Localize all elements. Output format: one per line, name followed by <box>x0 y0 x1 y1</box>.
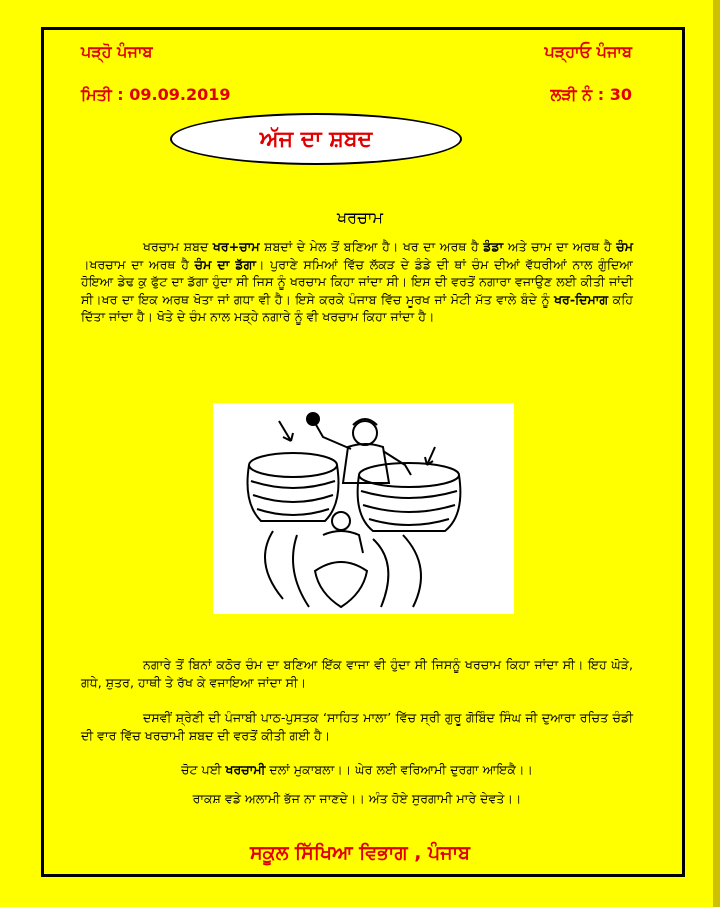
header-right-title: ਪੜ੍ਹਾਓ ਪੰਜਾਬ <box>544 42 632 61</box>
bold-term: ਖਰਚਾਮੀ <box>225 762 266 777</box>
paragraph-reference <box>81 709 633 744</box>
text-run: ਕਹਿ ਦਿੱਤਾ ਜਾਂਦਾ ਹੈ। ਖੋਤੇ ਦੇ ਚੰਮ ਨਾਲ ਮੜ੍ਹੇ ਨਗਾਰੇ ਨੂੰ ਵੀ ਖਰਚਾਮ ਕਿਹਾ ਜਾਂਦਾ ਹੈ। <box>81 291 633 325</box>
text-run: ਖਰਚਾਮ ਸ਼ਬਦ <box>143 239 213 254</box>
text-run: ਸ਼ਬਦਾਂ ਦੇ ਮੇਲ ਤੋਂ ਬਣਿਆ ਹੈ। ਖਰ ਦਾ ਅਰਥ ਹੈ <box>259 239 484 254</box>
text-run: ਚੋਟ ਪਈ <box>181 762 226 777</box>
bold-term: ਚੰਮ <box>616 239 633 254</box>
page-title: ਅੱਜ ਦਾ ਸ਼ਬਦ <box>259 126 373 152</box>
text-run: ਦਲਾਂ ਮੁਕਾਬਲਾ।। ਘੇਰ ਲਈ ਵਰਿਆਮੀ ਦੁਰਗਾ ਆਇਕੈ।। <box>265 762 533 777</box>
verse-line-2: ਰਾਕਸ਼ ਵਡੇ ਅਲਾਮੀ ਭੱਜ ਨਾ ਜਾਣਦੇ।। ਅੰਤ ਹੋਏ ਸੁਰਗਾਮੀ ਮਾਰੇ ਦੇਵਤੇ।। <box>192 791 522 806</box>
series-number: ਲੜੀ ਨੰ : 30 <box>550 85 632 104</box>
bold-term: ਡੰਡਾ <box>483 239 504 254</box>
text-run: ਦਸਵੀਂ ਸ਼੍ਰੇਣੀ ਦੀ ਪੰਜਾਬੀ ਪਾਠ-ਪੁਸਤਕ ‘ਸਾਹਿਤ ਮਾਲਾ’ ਵਿੱਚ ਸ੍ਰੀ ਗੁਰੂ ਗੋਬਿੰਦ ਸਿੰਘ ਜੀ ਦੁਆਰਾ ਰਚਿਤ ਚੰਡੀ ਦੀ ਵਾਰ ਵਿੱਚ ਖਰਚਾਮੀ ਸ਼ਬਦ ਦੀ ਵਰਤੋਂ ਕੀਤੀ ਗਈ ਹੈ। <box>81 710 633 743</box>
title-oval <box>170 113 462 165</box>
bold-term: ਚੰਮ ਦਾ ਡੱਗਾ <box>194 256 256 272</box>
text-run: ।ਖਰਚਾਮ ਦਾ ਅਰਥ ਹੈ <box>81 256 195 272</box>
text-run: ਨਗਾਰੇ ਤੋਂ ਬਿਨਾਂ ਕਠੋਰ ਚੰਮ ਦਾ ਬਣਿਆ ਇੱਕ ਵਾਜਾ ਵੀ ਹੁੰਦਾ ਸੀ ਜਿਸਨੂੰ ਖਰਚਾਮ ਕਿਹਾ ਜਾਂਦਾ ਸੀ। ਇਹ ਘੋੜੇ, ਗਧੇ, ਸ਼ੁਤਰ, ਹਾਥੀ ਤੇ ਰੱਖ ਕੇ ਵਜਾਇਆ ਜਾਂਦਾ ਸੀ। <box>81 657 633 690</box>
verse-line-1 <box>81 762 633 778</box>
text-run: ਅਤੇ ਚਾਮ ਦਾ ਅਰਥ ਹੈ <box>503 239 617 254</box>
paragraph-meaning <box>81 238 633 326</box>
bold-term: ਖਰ+ਚਾਮ <box>212 239 260 254</box>
drum-drawing <box>213 403 514 614</box>
word-heading: ਖਰਚਾਮ <box>337 208 383 227</box>
nagara-illustration <box>213 403 514 614</box>
paragraph-instrument <box>81 656 633 691</box>
header-left-title: ਪੜ੍ਹੋ ਪੰਜਾਬ <box>81 42 153 61</box>
text-run: । ਪੁਰਾਣੇ ਸਮਿਆਂ ਵਿੱਚ ਲੱਕੜ ਦੇ ਡੰਡੇ ਦੀ ਥਾਂ ਚੰਮ ਦੀਆਂ ਵੱਧਰੀਆਂ ਨਾਲ ਗੁੰਦਿਆ ਹੋਇਆ ਡੇਢ ਕੁ ਫੁੱਟ ਦਾ ਡੱਗਾ ਹੁੰਦਾ ਸੀ ਜਿਸ ਨੂੰ ਖਰਚਾਮ ਕਿਹਾ ਜਾਂਦਾ ਸੀ। ਇਸ ਦੀ ਵਰਤੋਂ ਨਗਾਰਾ ਵਜਾਉਣ ਲਈ ਕੀਤੀ ਜਾਂਦੀ ਸੀ।ਖਰ ਦਾ ਇਕ ਅਰਥ ਖੋਤਾ ਜਾਂ ਗਧਾ ਵੀ ਹੈ। ਇਸੇ ਕਰਕੇ ਪੰਜਾਬ ਵਿੱਚ ਮੂਰਖ ਜਾਂ ਮੋਟੀ ਮੱਤ ਵਾਲੇ ਬੰਦੇ ਨੂੰ <box>81 256 633 307</box>
footer-department: ਸਕੂਲ ਸਿੱਖਿਆ ਵਿਭਾਗ , ਪੰਜਾਬ <box>249 842 470 864</box>
page-edge-shadow <box>713 0 720 907</box>
bold-term: ਖਰ-ਦਿਮਾਗ <box>554 291 609 307</box>
date-label: ਮਿਤੀ : 09.09.2019 <box>81 85 231 104</box>
